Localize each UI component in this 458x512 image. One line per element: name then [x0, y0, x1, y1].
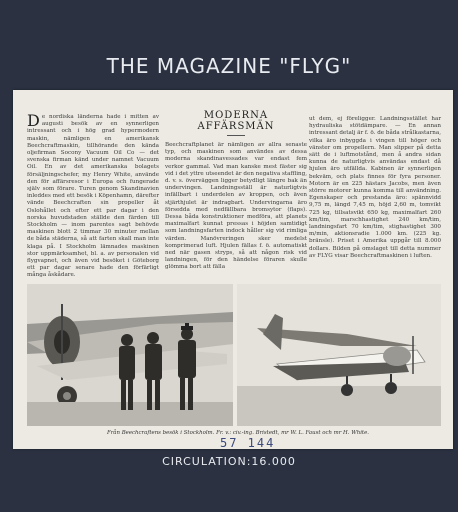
article-column-1	[27, 111, 159, 280]
title-divider	[227, 135, 245, 136]
photo-plane-on-ground	[237, 284, 441, 426]
column-2-text: Beechcraftplanet är nämligen av allra senaste typ, och maskinen som användes av dessa moderna skandinavessades var endast fem verkor gammal. Vad man kanske mest fäster sig vid i det yttre utseendet är den negativa staffling, d. v. s. överväggen ligger betydligt längre bak än undervingen. Landningsställ är naturligtvis infällbart i underdelen av kroppen, och även stjärthjulet är indragbart. Undervingarna äro försedda med nedfällbara bromsytor (flaps). Dessa båda konstruktioner medföra, att planets maximalfart kunnat pressas i höjden samtidigt som landningsfarten indock håller sig vid rimliga värden. Manövreringen sker medelst komprimerad luft. Hjulen fällas f. ö. automatiskt ned när gasen stryps, så att någon risk vid landningen, för den händelse föraren skulle glömma bort att fälla	[165, 142, 307, 271]
stamp-number: 57 144	[220, 436, 276, 450]
photo-men-with-plane	[27, 284, 233, 426]
article-column-3	[309, 116, 441, 260]
article-dropcap: D	[27, 111, 40, 130]
column-3-text: ut dem, ej föreligger. Landningsstället har hydrauliska stötdämpare. — En annan intressant detalj är f. ö. de båda strålkastarna, vilka äro inbyggda i vingen till höger och vänster om propellern. Man slipper på detta sätt de i luftmotstånd, men å andra sidan kunna de naturligtvis användas endast då hjulen äro utfällda. Kabinen är synnerligen bekväm, och plats finnes för fyra personer. Motorn är en 225 hästars Jacobs, men även större motorer kunna komma till användning. Egenskaper och prestanda äro: spännvidd 9,75 m, längd 7,45 m, höjd 2,60 m, tomvikt 725 kg, tillsatsvikt 650 kg, maximalfart 260 km/tim, marschhastighet 240 km/tim, landningsfart 70 km/tim, stighastighet 300 m/min, aktionsradie 1.000 km. (225 kg. bränsle). Priset i Amerika uppgår till 8.000 dollars. Bilden på omslaget till detta nummer av FLYG visar Beechcraftmaskinen i luften.	[309, 116, 441, 259]
column-1-text: e nordiska länderna hade i mitten av augusti besök av en synnerligen intressant och i hög grad hypermodern maskin, nämligen en amerikansk Beechcraftmaskin, tillhörande den kända oljefirman Socony Vacuum Oil Co — det svenska firman känd under namnet Vacuum Oil. En av det amerikanska bolagets försäljningschefer, my Henry White, använde den för affärsresor i Europa och fungerade själv som förare. Turen genom Skandinavien inleddes med ett besök i Köpenhamn, därefter vände Beechcraften sin propeller åt Oslohållet och efter ett par dagar i den norska huvudstaden ställde den färden till Stockholm — inom parentes sagt behövde maskinen blott 2 timmar 30 minuter mellan de båda städerna, så att farten skall man inte klaga på. I Stockholm lämnades maskinen stor uppmärksamhet, bl. a. av personalen vid flygvapnet, och även vid besöket i Göteborg ett par dagar senare hade den förfärligt många åskådare.	[27, 114, 159, 279]
article-title: MODERNA AFFÄRSMÄN	[197, 110, 275, 132]
newspaper-clipping	[13, 90, 453, 449]
article-column-2	[165, 110, 307, 272]
photo-caption: Från Beechcraftens besök i Stockholm. Fr. v.: civ.-ing. Bristedt, mr W. L. Faust och mr H. White.	[106, 430, 369, 436]
magazine-title: THE MAGAZINE "FLYG"	[106, 54, 352, 78]
circulation-label: CIRCULATION:16.000	[162, 455, 296, 468]
